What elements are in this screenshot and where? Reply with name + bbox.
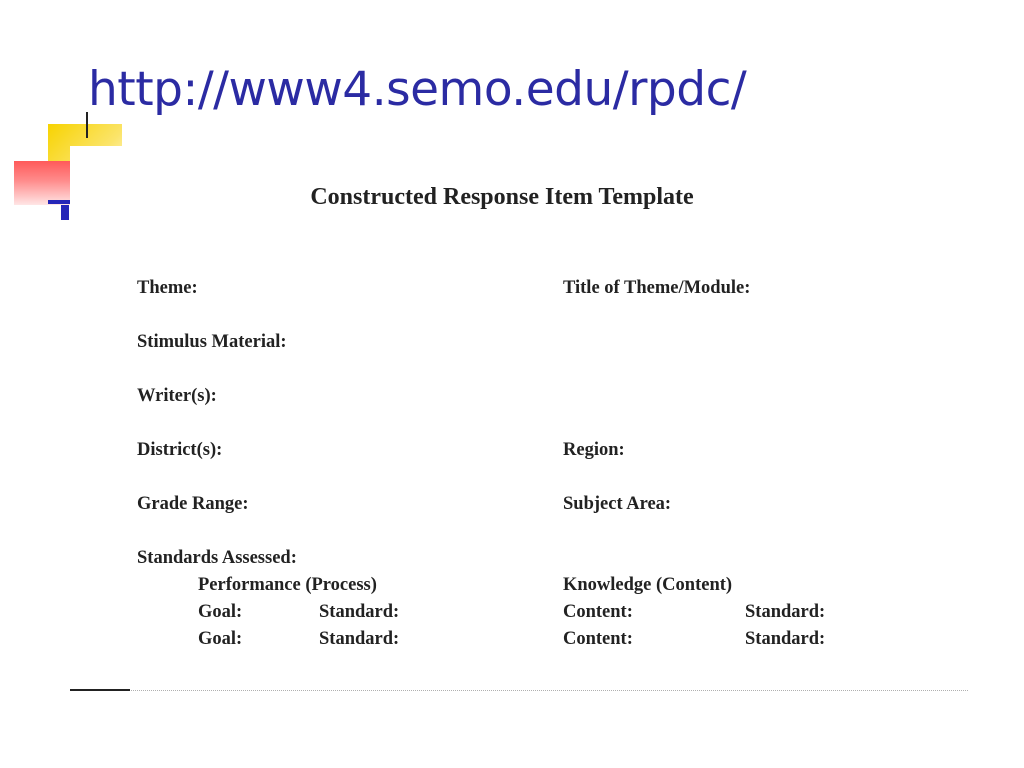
bottom-divider-accent xyxy=(70,689,130,691)
title-of-theme-label: Title of Theme/Module: xyxy=(563,278,751,298)
stimulus-material-label: Stimulus Material: xyxy=(137,332,287,352)
knowledge-standard-label-2: Standard: xyxy=(745,629,826,649)
theme-label: Theme: xyxy=(137,278,198,298)
goal-label-1: Goal: xyxy=(198,602,243,622)
performance-standard-label-1: Standard: xyxy=(319,602,400,622)
writers-label: Writer(s): xyxy=(137,386,217,406)
knowledge-standard-label-1: Standard: xyxy=(745,602,826,622)
districts-label: District(s): xyxy=(137,440,223,460)
standards-assessed-label: Standards Assessed: xyxy=(137,548,297,568)
content-label-1: Content: xyxy=(563,602,633,622)
knowledge-content-label: Knowledge (Content) xyxy=(563,575,733,595)
content-label-2: Content: xyxy=(563,629,633,649)
slide-title-url[interactable]: http://www4.semo.edu/rpdc/ xyxy=(88,62,747,117)
subject-area-label: Subject Area: xyxy=(563,494,672,514)
performance-process-label: Performance (Process) xyxy=(198,575,377,595)
performance-standard-label-2: Standard: xyxy=(319,629,400,649)
grade-range-label: Grade Range: xyxy=(137,494,249,514)
goal-label-2: Goal: xyxy=(198,629,243,649)
decorative-blue-square xyxy=(61,205,69,220)
document-title: Constructed Response Item Template xyxy=(310,184,694,210)
document-image xyxy=(70,146,970,690)
bottom-divider xyxy=(70,690,968,691)
region-label: Region: xyxy=(563,440,625,460)
